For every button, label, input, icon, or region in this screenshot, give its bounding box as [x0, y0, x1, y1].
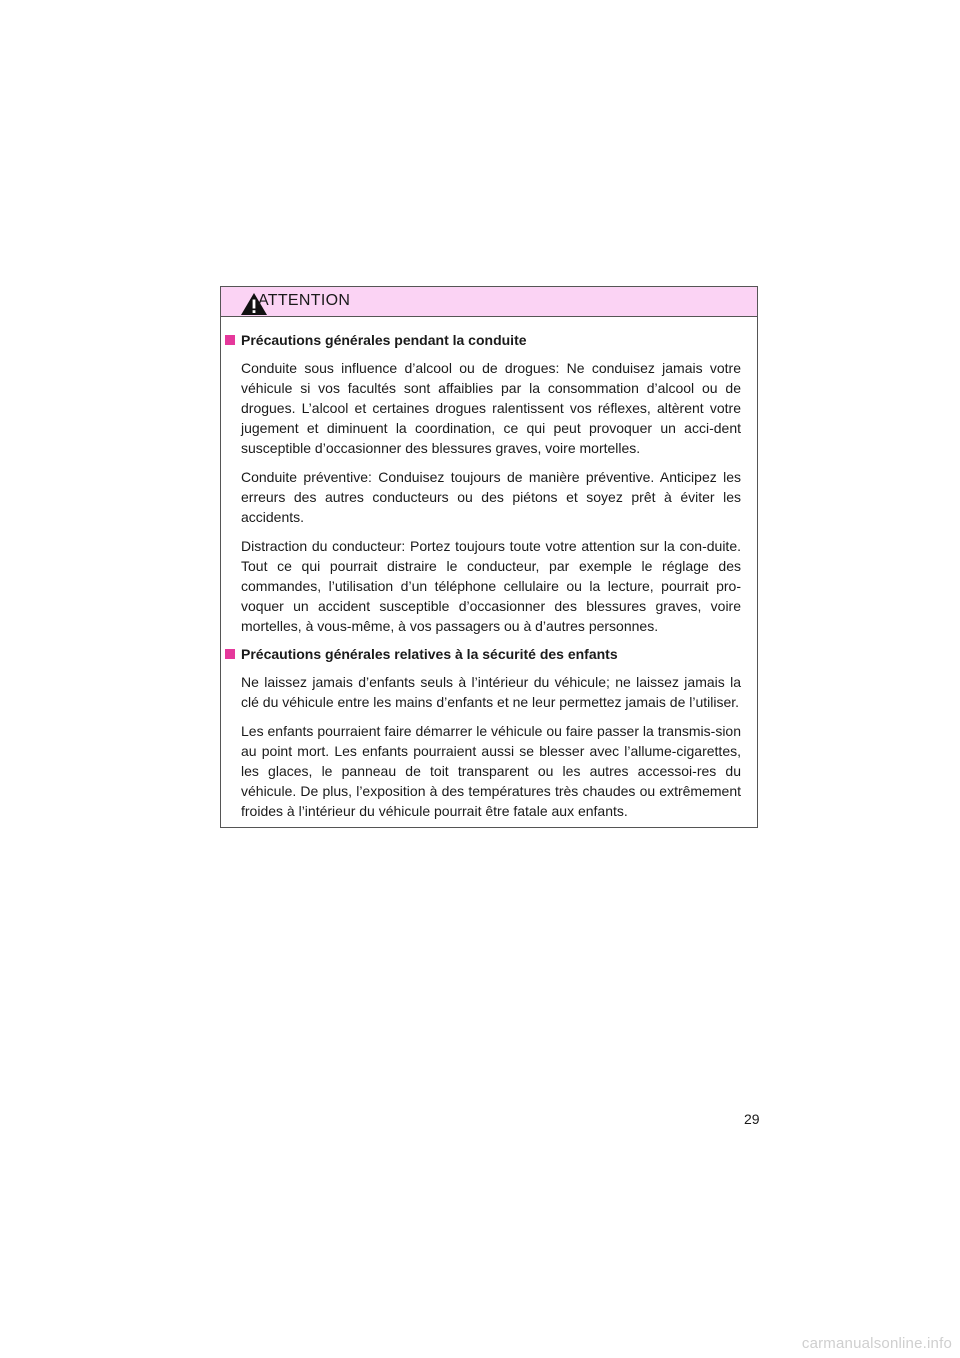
- square-bullet-icon: [225, 649, 235, 659]
- paragraph-defensive-driving: Conduite préventive: Conduisez toujours de manière préventive. Anticipez les erreurs des autres conducteurs ou des piétons et soyez prêt à éviter les accidents.: [241, 469, 741, 525]
- paragraph-children-alone: Ne laissez jamais d’enfants seuls à l’intérieur du véhicule; ne laissez jamais la clé du véhicule entre les mains d’enfants et ne leur permettez jamais de l’utiliser.: [241, 674, 741, 710]
- attention-header: [221, 287, 757, 317]
- attention-box: [220, 286, 758, 828]
- paragraph-children-risks: Les enfants pourraient faire démarrer le véhicule ou faire passer la transmis-sion au point mort. Les enfants pourraient aussi se blesser avec l’allume-cigarettes, les glaces, le panneau de toit transparent ou les autres accessoi-res du véhicule. De plus, l’exposition à des températures très chaudes ou extrêmement froides à l’intérieur du véhicule pourrait être fatale aux enfants.: [241, 723, 741, 819]
- paragraph-alcohol-drugs: Conduite sous influence d’alcool ou de drogues: Ne conduisez jamais votre véhicule si vos facultés sont affaiblies par la consommation d’alcool ou de drogues. L’alcool et certaines drogues ralentissent vos réflexes, altèrent votre jugement et diminuent la coordination, ce qui peut provoquer un acci-dent susceptible d’occasionner des blessures graves, voire mortelles.: [241, 360, 741, 456]
- section-heading-text: Précautions générales relatives à la sécurité des enfants: [241, 646, 618, 662]
- page-number: 29: [744, 1111, 760, 1127]
- square-bullet-icon: [225, 335, 235, 345]
- watermark: carmanualsonline.info: [801, 1335, 952, 1352]
- section-heading-driving: [225, 331, 741, 349]
- section-heading-children: [225, 645, 741, 663]
- paragraph-driver-distraction: Distraction du conducteur: Portez toujours toute votre attention sur la con-duite. Tout ce qui pourrait distraire le conducteur, par exemple le réglage des commandes, l’utilisation d’un téléphone cellulaire ou la lecture, pourrait pro-voquer un accident susceptible d’occasionner des blessures graves, voire mortelles, à vous-même, à vos passagers ou à d’autres personnes.: [241, 538, 741, 634]
- attention-body: [221, 317, 757, 821]
- section-heading-text: Précautions générales pendant la conduite: [241, 332, 527, 348]
- attention-title: ATTENTION: [258, 292, 351, 309]
